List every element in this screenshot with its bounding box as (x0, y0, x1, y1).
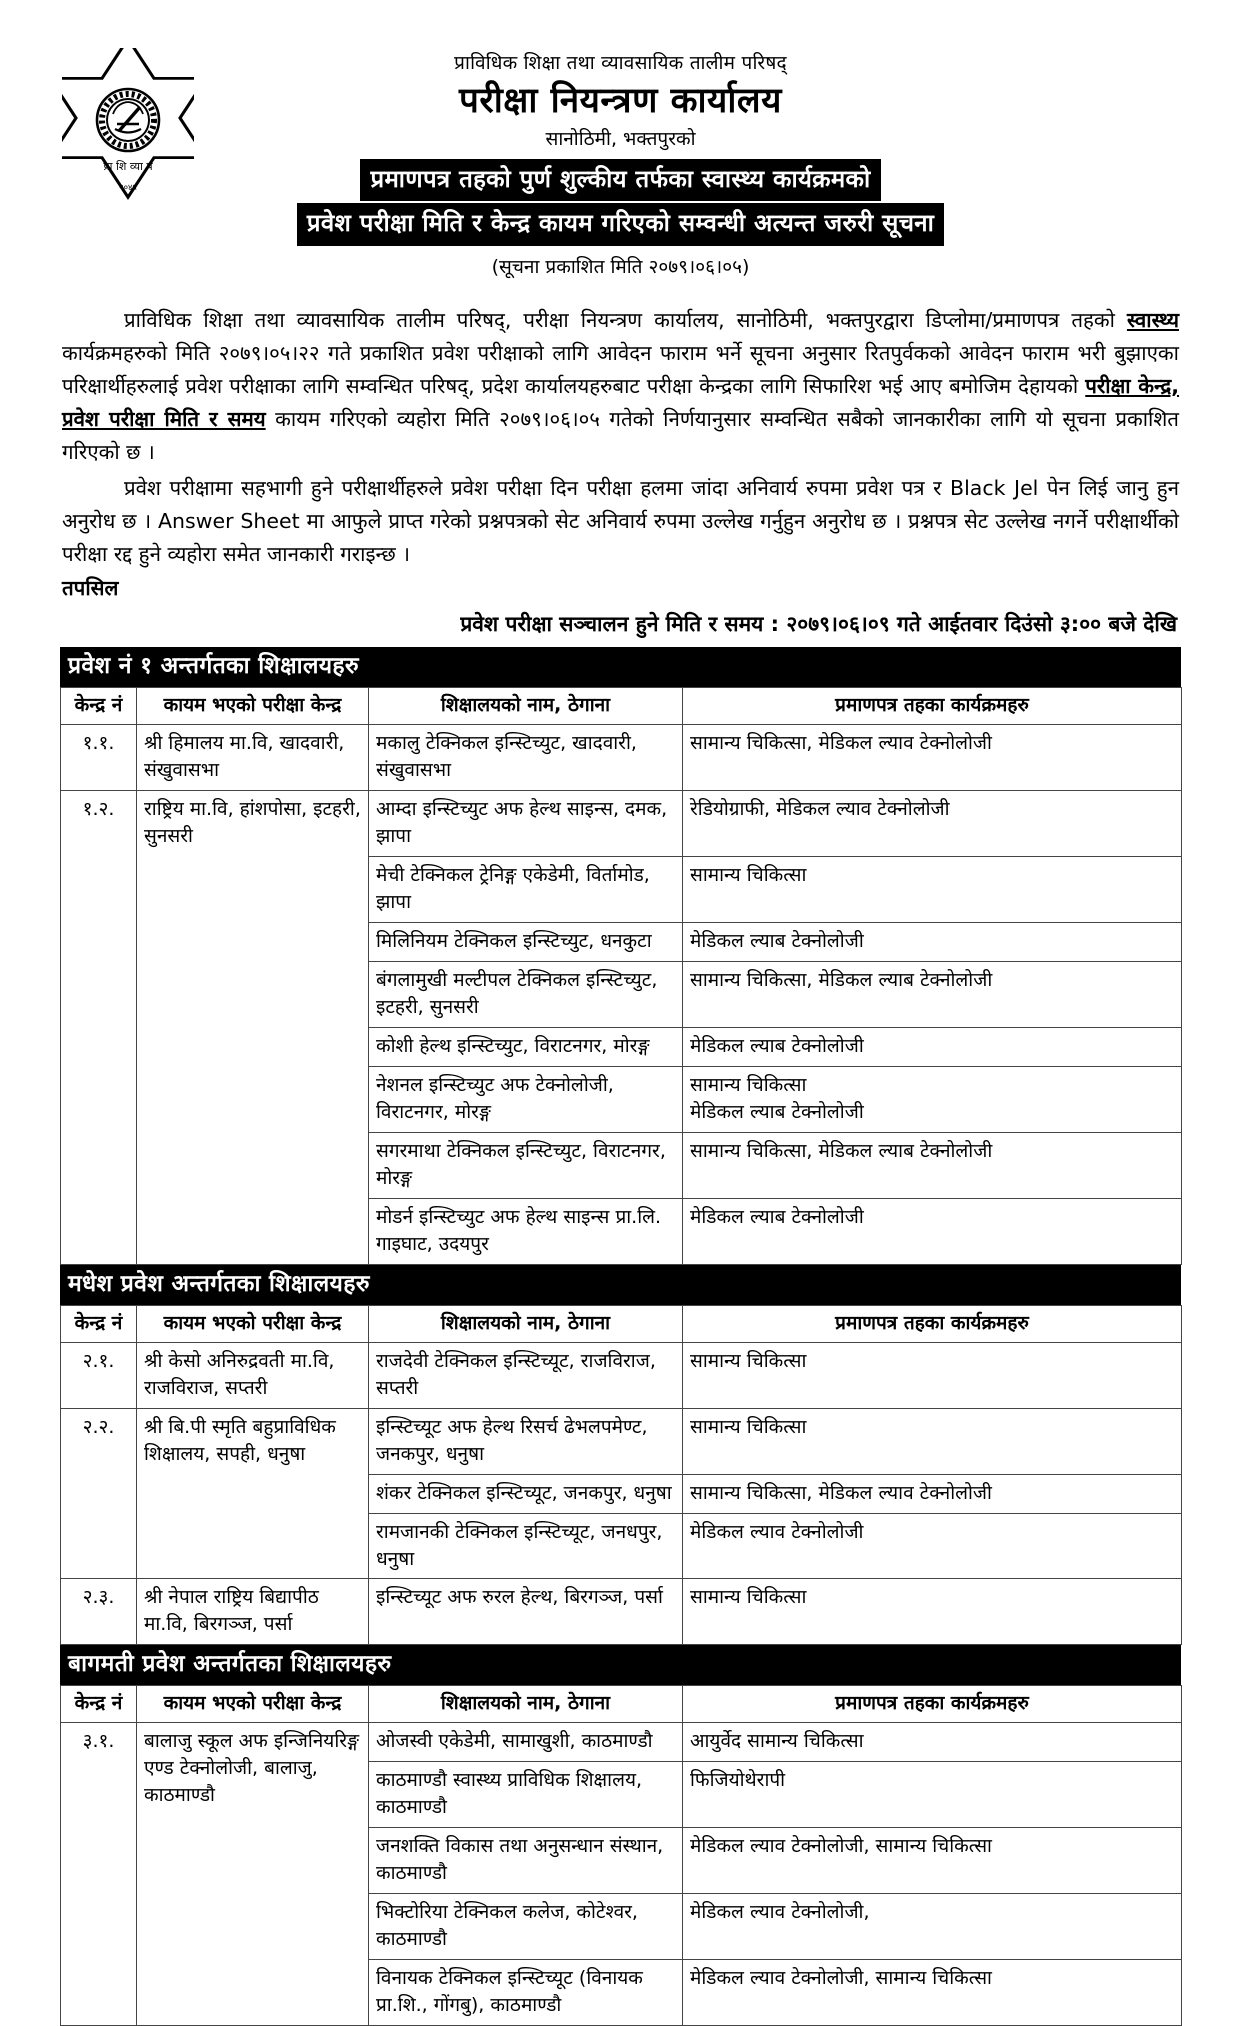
cell-school-name: इन्स्टिच्यूट अफ हेल्थ रिसर्च ढेभलपमेण्ट, जनकपुर, धनुषा (369, 1408, 683, 1474)
cell-programs: सामान्य चिकित्सा (683, 1408, 1182, 1474)
cell-programs: सामान्य चिकित्सा, मेडिकल ल्याव टेक्नोलोजी (683, 725, 1182, 791)
column-header-col3: शिक्षालयको नाम, ठेगाना (369, 1686, 683, 1723)
cell-school-name: काठमाण्डौ स्वास्थ्य प्राविधिक शिक्षालय, काठमाण्डौ (369, 1762, 683, 1828)
cell-school-name: कोशी हेल्थ इन्स्टिच्युट, विराटनगर, मोरङ्ग (369, 1027, 683, 1066)
cell-programs: मेडिकल ल्याव टेक्नोलोजी, सामान्य चिकित्सा (683, 1828, 1182, 1894)
cell-center-name: श्री हिमालय मा.वि, खादवारी, संखुवासभा (137, 725, 369, 791)
notice-banner-line-2: प्रवेश परीक्षा मिति र केन्द्र कायम गरिएको सम्वन्धी अत्यन्त जरुरी सूचना (297, 203, 944, 246)
cell-center-name: राष्ट्रिय मा.वि, हांशपोसा, इटहरी, सुनसरी (137, 791, 369, 1265)
para2-part-c: मा आफुले प्राप्त गरेको प्रश्नपत्रको सेट अनिवार्य रुपमा उल्लेख गर्नुहुन अनुरोध छ । प्रश्नपत्र सेट उल्लेख नगर्ने परीक्षार्थीको परीक्षा रद्द हुने व्यहोरा समेत जानकारी गराइन्छ । (62, 508, 1179, 566)
cell-school-name: मिलिनियम टेक्निकल इन्स्टिच्युट, धनकुटा (369, 923, 683, 962)
cell-center-name: श्री नेपाल राष्ट्रिय बिद्यापीठ मा.वि, बिरगञ्ज, पर्सा (137, 1579, 369, 1645)
cell-programs: सामान्य चिकित्सा, मेडिकल ल्याब टेक्नोलोजी (683, 962, 1182, 1028)
table-row (61, 791, 1182, 857)
svg-text:२०४५: २०४५ (119, 183, 137, 193)
cell-school-name: रामजानकी टेक्निकल इन्स्टिच्यूट, जनधपुर, धनुषा (369, 1513, 683, 1579)
column-header-col4: प्रमाणपत्र तहका कार्यक्रमहरु (683, 1686, 1182, 1723)
cell-school-name: मकालु टेक्निकल इन्स्टिच्युट, खादवारी, संखुवासभा (369, 725, 683, 791)
cell-school-name: विनायक टेक्निकल इन्स्टिच्यूट (विनायक प्रा.शि., गोंगबु), काठमाण्डौ (369, 1960, 683, 2026)
ctevt-emblem-icon (62, 48, 194, 208)
tapasil-label: तपसिल (62, 576, 119, 601)
exam-date-time-line: प्रवेश परीक्षा सञ्चालन हुने मिति र समय : २०७९।०६।०९ गते आईतवार दिउंसो ३:०० बजे देखि (460, 611, 1177, 636)
province-table (60, 1305, 1182, 1646)
cell-center-no: ३.१. (61, 1723, 137, 2026)
cell-center-no: २.३. (61, 1579, 137, 1645)
table-row (61, 1579, 1182, 1645)
column-header-col1: केन्द्र नं (61, 688, 137, 725)
cell-school-name: भिक्टोरिया टेक्निकल कलेज, कोटेश्वर, काठमाण्डौ (369, 1894, 683, 1960)
column-header-col2: कायम भएको परीक्षा केन्द्र (137, 688, 369, 725)
cell-school-name: मेची टेक्निकल ट्रेनिङ्ग एकेडेमी, विर्तामोड, झापा (369, 857, 683, 923)
cell-programs: मेडिकल ल्याब टेक्नोलोजी (683, 1198, 1182, 1264)
province-table (60, 687, 1182, 1264)
cell-programs: मेडिकल ल्याव टेक्नोलोजी (683, 1513, 1182, 1579)
document-header (0, 0, 1241, 280)
published-date: (सूचना प्रकाशित मिति २०७९।०६।०५) (491, 255, 750, 278)
province-section-band: प्रवेश नं १ अन्तर्गतका शिक्षालयहरु (60, 647, 1181, 687)
province-table (60, 1685, 1182, 2026)
cell-center-no: २.२. (61, 1408, 137, 1579)
cell-programs: रेडियोग्राफी, मेडिकल ल्याव टेक्नोलोजी (683, 791, 1182, 857)
notice-banner-line-1: प्रमाणपत्र तहको पुर्ण शुल्कीय तर्फका स्वास्थ्य कार्यक्रमको (360, 159, 880, 202)
cell-programs: फिजियोथेरापी (683, 1762, 1182, 1828)
column-header-col1: केन्द्र नं (61, 1686, 137, 1723)
para2-part-a: प्रवेश परीक्षामा सहभागी हुने परीक्षार्थीहरुले प्रवेश परीक्षा दिन परीक्षा हलमा जांदा अनिवार्य रुपमा प्रवेश पत्र र (124, 475, 951, 500)
table-row (61, 1723, 1182, 1762)
column-header-col1: केन्द्र नं (61, 1305, 137, 1342)
cell-programs: सामान्य चिकित्सा मेडिकल ल्याब टेक्नोलोजी (683, 1066, 1182, 1132)
cell-center-no: १.१. (61, 725, 137, 791)
table-row (61, 1408, 1182, 1474)
svg-text:प्रा शि व्या प: प्रा शि व्या प (103, 160, 153, 173)
cell-school-name: आम्दा इन्स्टिच्युट अफ हेल्थ साइन्स, दमक, झापा (369, 791, 683, 857)
cell-programs: मेडिकल ल्याव टेक्नोलोजी, सामान्य चिकित्सा (683, 1960, 1182, 2026)
province-section-band: मधेश प्रवेश अन्तर्गतका शिक्षालयहरु (60, 1265, 1181, 1305)
cell-center-name: बालाजु स्कूल अफ इन्जिनियरिङ्ग एण्ड टेक्नोलोजी, बालाजु, काठमाण्डौ (137, 1723, 369, 2026)
column-header-col4: प्रमाणपत्र तहका कार्यक्रमहरु (683, 1305, 1182, 1342)
table-header-row (61, 688, 1182, 725)
para2-black-jel: Black Jel (950, 475, 1039, 500)
table-row (61, 725, 1182, 791)
cell-school-name: शंकर टेक्निकल इन्स्टिच्यूट, जनकपुर, धनुषा (369, 1474, 683, 1513)
para1-part-a: प्राविधिक शिक्षा तथा व्यावसायिक तालीम परिषद्, परीक्षा नियन्त्रण कार्यालय, सानोठिमी, भक्तपुरद्वारा डिप्लोमा/प्रमाणपत्र तहको (124, 307, 1127, 332)
province-tables (60, 647, 1181, 2026)
cell-center-no: १.२. (61, 791, 137, 1265)
cell-programs: सामान्य चिकित्सा (683, 1579, 1182, 1645)
para2-answer-sheet: Answer Sheet (158, 508, 300, 533)
cell-school-name: मोडर्न इन्स्टिच्युट अफ हेल्थ साइन्स प्रा.लि. गाइघाट, उदयपुर (369, 1198, 683, 1264)
para2-part-b: पेन लिई जानु हुन अनुरोध छ । (62, 475, 1179, 533)
province-section-band: बागमती प्रवेश अन्तर्गतका शिक्षालयहरु (60, 1645, 1181, 1685)
cell-programs: सामान्य चिकित्सा, मेडिकल ल्याब टेक्नोलोजी (683, 1132, 1182, 1198)
cell-programs: सामान्य चिकित्सा (683, 857, 1182, 923)
paragraph-1 (62, 304, 1179, 470)
column-header-col2: कायम भएको परीक्षा केन्द्र (137, 1686, 369, 1723)
cell-programs: मेडिकल ल्याव टेक्नोलोजी, (683, 1894, 1182, 1960)
office-address: सानोठिमी, भक्तपुरको (545, 127, 696, 150)
para1-part-b: कार्यक्रमहरुको मिति २०७९।०५।२२ गते प्रकाशित प्रवेश परीक्षाको लागि आवेदन फाराम भर्ने सूचना अनुसार रितपुर्वकको आवेदन फाराम भरी बुझाएका परिक्षार्थीहरुलाई प्रवेश परीक्षाका लागि सम्वन्धित परिषद्, प्रदेश कार्यालयहरुबाट परीक्षा केन्द्रका लागि सिफारिश भई आए बमोजिम देहायको (62, 340, 1179, 398)
notice-body (62, 304, 1179, 572)
cell-programs: आयुर्वेद सामान्य चिकित्सा (683, 1723, 1182, 1762)
cell-school-name: राजदेवी टेक्निकल इन्स्टिच्यूट, राजविराज, सप्तरी (369, 1342, 683, 1408)
cell-programs: मेडिकल ल्याब टेक्नोलोजी (683, 1027, 1182, 1066)
cell-school-name: नेशनल इन्स्टिच्युट अफ टेक्नोलोजी, विराटनगर, मोरङ्ग (369, 1066, 683, 1132)
office-title: परीक्षा नियन्त्रण कार्यालय (459, 80, 782, 121)
cell-school-name: ओजस्वी एकेडेमी, सामाखुशी, काठमाण्डौ (369, 1723, 683, 1762)
cell-programs: सामान्य चिकित्सा, मेडिकल ल्याव टेक्नोलोजी (683, 1474, 1182, 1513)
cell-center-no: २.१. (61, 1342, 137, 1408)
cell-center-name: श्री बि.पी स्मृति बहुप्राविधिक शिक्षालय, सपही, धनुषा (137, 1408, 369, 1579)
para1-bold-center-date-time: परीक्षा केन्द्र, प्रवेश परीक्षा मिति र समय (62, 373, 1180, 432)
cell-programs: सामान्य चिकित्सा (683, 1342, 1182, 1408)
cell-center-name: श्री केसो अनिरुद्रवती मा.वि, राजविराज, सप्तरी (137, 1342, 369, 1408)
para1-part-c: कायम गरिएको व्यहोरा मिति २०७९।०६।०५ गतेको निर्णयानुसार सम्वन्धित सबैको जानकारीका लागि यो सूचना प्रकाशित गरिएको छ । (62, 407, 1179, 465)
cell-school-name: जनशक्ति विकास तथा अनुसन्धान संस्थान, काठमाण्डौ (369, 1828, 683, 1894)
column-header-col3: शिक्षालयको नाम, ठेगाना (369, 688, 683, 725)
column-header-col3: शिक्षालयको नाम, ठेगाना (369, 1305, 683, 1342)
cell-school-name: सगरमाथा टेक्निकल इन्स्टिच्युट, विराटनगर, मोरङ्ग (369, 1132, 683, 1198)
column-header-col2: कायम भएको परीक्षा केन्द्र (137, 1305, 369, 1342)
table-header-row (61, 1686, 1182, 1723)
column-header-col4: प्रमाणपत्र तहका कार्यक्रमहरु (683, 688, 1182, 725)
para1-bold-health: स्वास्थ्य (1126, 307, 1179, 332)
organization-name: प्राविधिक शिक्षा तथा व्यावसायिक तालीम परिषद् (454, 52, 787, 74)
cell-school-name: इन्स्टिच्यूट अफ रुरल हेल्थ, बिरगञ्ज, पर्सा (369, 1579, 683, 1645)
cell-school-name: बंगलामुखी मल्टीपल टेक्निकल इन्स्टिच्युट, इटहरी, सुनसरी (369, 962, 683, 1028)
cell-programs: मेडिकल ल्याब टेक्नोलोजी (683, 923, 1182, 962)
paragraph-2 (62, 472, 1179, 572)
table-row (61, 1342, 1182, 1408)
table-header-row (61, 1305, 1182, 1342)
